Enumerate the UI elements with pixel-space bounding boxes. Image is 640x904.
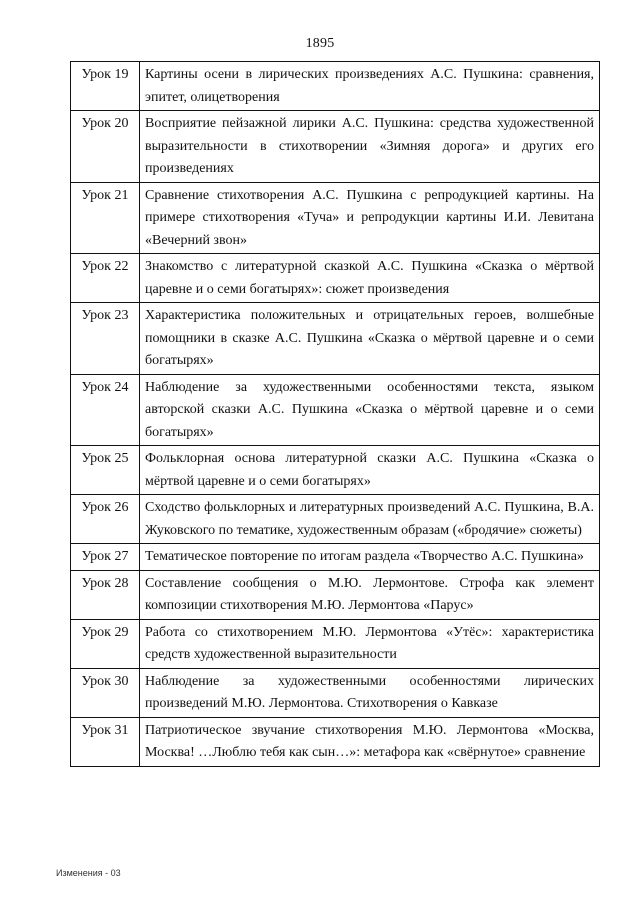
- lesson-number: Урок 30: [71, 668, 140, 717]
- table-row: [71, 570, 600, 619]
- table-row: [71, 544, 600, 571]
- lesson-topic: Составление сообщения о М.Ю. Лермонтове. Строфа как элемент композиции стихотворения М.Ю. Лермонтова «Парус»: [140, 570, 600, 619]
- lesson-number: Урок 21: [71, 182, 140, 254]
- table-row: [71, 446, 600, 495]
- lesson-topic: Сравнение стихотворения А.С. Пушкина с репродукцией картины. На примере стихотворения «Туча» и репродукции картины И.И. Левитана «Вечерний звон»: [140, 182, 600, 254]
- lesson-topic: Знакомство с литературной сказкой А.С. Пушкина «Сказка о мёртвой царевне и о семи богатырях»: сюжет произведения: [140, 254, 600, 303]
- footer-revision-note: Изменения - 03: [56, 868, 121, 878]
- page-number: 1895: [305, 36, 335, 51]
- table-row: [71, 717, 600, 766]
- table-row: [71, 62, 600, 111]
- lesson-topic: Патриотическое звучание стихотворения М.Ю. Лермонтова «Москва, Москва! …Люблю тебя как сын…»: метафора как «свёрнутое» сравнение: [140, 717, 600, 766]
- table-row: [71, 254, 600, 303]
- lesson-topic: Сходство фольклорных и литературных произведений А.С. Пушкина, В.А. Жуковского по тематике, художественным образам («бродячие» сюжеты): [140, 495, 600, 544]
- lesson-topic: Наблюдение за художественными особенностями текста, языком авторской сказки А.С. Пушкина «Сказка о мёртвой царевне и о семи богатырях»: [140, 374, 600, 446]
- table-row: [71, 619, 600, 668]
- lesson-topic: Наблюдение за художественными особенностями лирических произведений М.Ю. Лермонтова. Стихотворения о Кавказе: [140, 668, 600, 717]
- lesson-topic: Восприятие пейзажной лирики А.С. Пушкина: средства художественной выразительности в стихотворении «Зимняя дорога» и других его произведениях: [140, 111, 600, 183]
- lesson-topic: Характеристика положительных и отрицательных героев, волшебные помощники в сказке А.С. Пушкина «Сказка о мёртвой царевне и о семи богатырях»: [140, 303, 600, 375]
- lesson-number: Урок 20: [71, 111, 140, 183]
- table-row: [71, 495, 600, 544]
- lesson-number: Урок 22: [71, 254, 140, 303]
- lesson-number: Урок 29: [71, 619, 140, 668]
- lesson-topic: Работа со стихотворением М.Ю. Лермонтова «Утёс»: характеристика средств художественной выразительности: [140, 619, 600, 668]
- lesson-number: Урок 27: [71, 544, 140, 571]
- lesson-topic: Картины осени в лирических произведениях А.С. Пушкина: сравнения, эпитет, олицетворения: [140, 62, 600, 111]
- lesson-number: Урок 24: [71, 374, 140, 446]
- lessons-table: [70, 61, 600, 767]
- lesson-topic: Тематическое повторение по итогам раздела «Творчество А.С. Пушкина»: [140, 544, 600, 571]
- lesson-topic: Фольклорная основа литературной сказки А.С. Пушкина «Сказка о мёртвой царевне и о семи богатырях»: [140, 446, 600, 495]
- table-row: [71, 303, 600, 375]
- table-row: [71, 668, 600, 717]
- table-row: [71, 111, 600, 183]
- lesson-number: Урок 26: [71, 495, 140, 544]
- lesson-number: Урок 19: [71, 62, 140, 111]
- table-row: [71, 374, 600, 446]
- table-row: [71, 182, 600, 254]
- lesson-number: Урок 23: [71, 303, 140, 375]
- lesson-number: Урок 31: [71, 717, 140, 766]
- lesson-number: Урок 28: [71, 570, 140, 619]
- lesson-number: Урок 25: [71, 446, 140, 495]
